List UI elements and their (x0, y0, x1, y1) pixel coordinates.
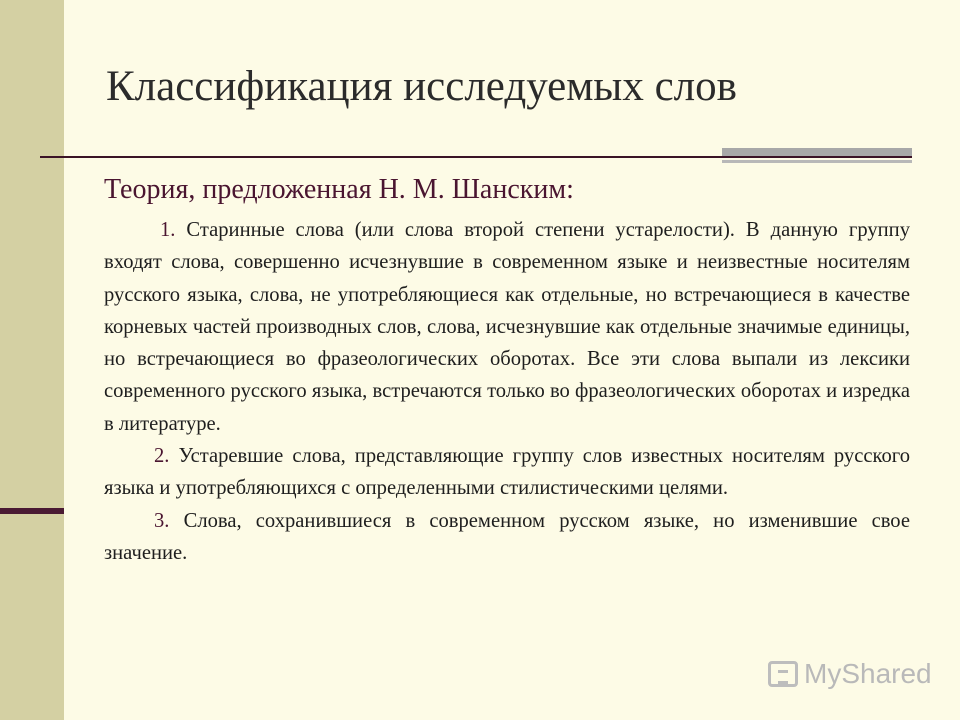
item-text: Устаревшие слова, представляющие группу слов известных носителям русского языка и употребляющихся с определенными стилистическими целями. (104, 445, 910, 500)
item-text: Старинные слова (или слова второй степени устарелости). В данную группу входят слова, совершенно исчезнувшие в современном языке и неизвестные носителям русского языка, слова, не употребляющиеся как отдельные, но встречающиеся в качестве корневых частей производных слов, слова, исчезнувшие как отдельные значимые единицы, но встречающиеся во фразеологических оборотах. Все эти слова выпали из лексики современного русского языка, встречаются только во фразеологических оборотах и изредка в литературе. (104, 219, 910, 435)
classification-list (104, 214, 910, 569)
list-item-1 (104, 214, 910, 440)
item-number: 3. (154, 509, 170, 532)
decorative-sidebar (0, 0, 64, 720)
sidebar-accent-mark (0, 508, 64, 514)
list-item-2 (104, 440, 910, 505)
presentation-board-icon (768, 661, 798, 687)
item-number: 1. (160, 219, 176, 241)
list-item-3 (104, 505, 910, 570)
divider-accent-thin (722, 160, 912, 163)
watermark (768, 658, 932, 690)
item-text: Слова, сохранившиеся в современном русском языке, но изменившие свое значение. (104, 509, 910, 564)
item-number: 2. (154, 445, 170, 468)
title-divider (40, 156, 912, 158)
divider-accent (722, 148, 912, 156)
watermark-text: MyShared (804, 658, 932, 689)
slide-subtitle: Теория, предложенная Н. М. Шанским: (104, 174, 574, 205)
slide-title: Классификация исследуемых слов (106, 63, 737, 110)
